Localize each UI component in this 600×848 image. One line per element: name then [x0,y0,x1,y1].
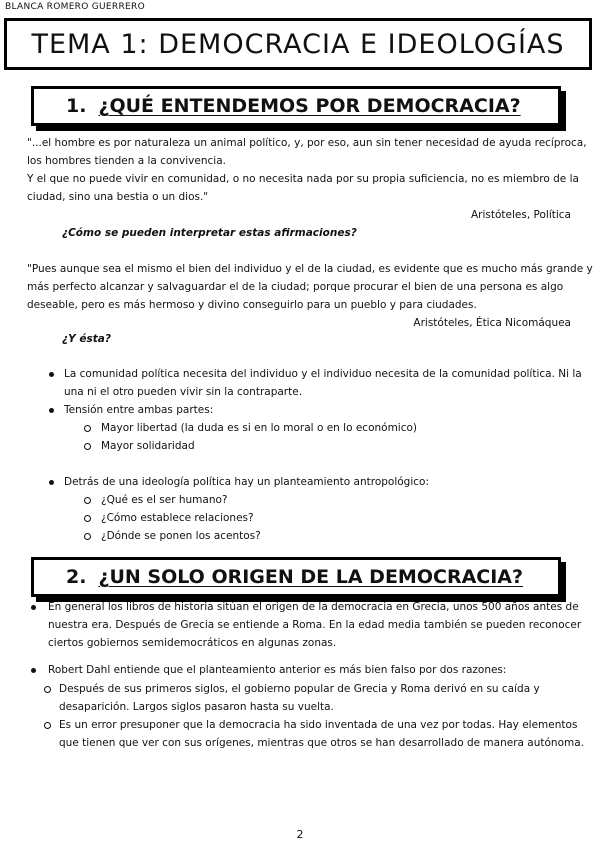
sub-bullet-ring [44,686,51,693]
quote-1-line-1: "...el hombre es por naturaleza un animal político, y, por eso, aun sin tener necesidad de ayuda recíproca, [27,137,587,149]
quote-1-line-2: los hombres tienden a la convivencia. [27,155,226,167]
s2-bullet-1-line-2: nuestra era. Después de Grecia se entiende a Roma. En la edad media también se pueden reconocer [48,619,582,631]
s1-bullet-3: Detrás de una ideología política hay un planteamiento antropológico: [64,476,430,488]
s1-bullet-2: Tensión entre ambas partes: [64,404,214,416]
section-2-title: ¿UN SOLO ORIGEN DE LA DEMOCRACIA? [98,566,524,588]
s2-bullet-1-line-1: En general los libros de historia sitúan el origen de la democracia en Grecia, unos 500 años antes de [48,601,579,613]
s2-sub-1-line-2: desaparición. Largos siglos pasaron hasta su vuelta. [59,701,334,713]
quote-2-line-3: deseable, pero es más hermoso y divino conseguirlo para un pueblo y para ciudades. [27,299,477,311]
s1-bullet-3-sub-1: ¿Qué es el ser humano? [101,494,228,506]
question-2: ¿Y ésta? [62,333,111,345]
sub-bullet-ring [84,533,91,540]
section-1-title: ¿QUÉ ENTENDEMOS POR DEMOCRACIA? [98,95,521,117]
sub-bullet-ring [84,497,91,504]
quote-1-source: Aristóteles, Política [471,209,571,221]
s1-bullet-3-sub-3: ¿Dónde se ponen los acentos? [101,530,261,542]
bullet-dot [31,668,36,673]
bullet-dot [31,605,36,610]
document-title [4,18,592,70]
s1-bullet-3-sub-2: ¿Cómo establece relaciones? [101,512,254,524]
section-2-heading [31,557,561,597]
s2-bullet-1-line-3: ciertos gobiernos semidemocráticos en algunas zonas. [48,637,337,649]
sub-bullet-ring [84,515,91,522]
bullet-dot [49,480,54,485]
s1-bullet-2-sub-2: Mayor solidaridad [101,440,195,452]
sub-bullet-ring [84,443,91,450]
quote-1-line-3: Y el que no puede vivir en comunidad, o no necesita nada por su propia suficiencia, no es miembro de la [27,173,579,185]
section-2-number: 2. [66,566,87,588]
s2-sub-1-line-1: Después de sus primeros siglos, el gobierno popular de Grecia y Roma derivó en su caída y [59,683,540,695]
quote-2-line-2: más perfecto alcanzar y salvaguardar el de la ciudad; porque procurar el bien de una persona es algo [27,281,564,293]
bullet-dot [49,372,54,377]
s2-sub-2-line-1: Es un error presuponer que la democracia ha sido inventada de una vez por todas. Hay elementos [59,719,578,731]
s2-sub-2-line-2: que tienen que ver con sus orígenes, mientras que otros se han desarrollado de manera autónoma. [59,737,584,749]
quote-2-line-1: "Pues aunque sea el mismo el bien del individuo y el de la ciudad, es evidente que es mucho más grande y [27,263,593,275]
sub-bullet-ring [84,425,91,432]
section-1-number: 1. [66,95,87,117]
quote-1-line-4: ciudad, sino una bestia o un dios." [27,191,209,203]
title-text: TEMA 1: DEMOCRACIA E IDEOLOGÍAS [31,28,565,60]
s1-bullet-1-line-1: La comunidad política necesita del individuo y el individuo necesita de la comunidad política. Ni la [64,368,582,380]
question-1: ¿Cómo se pueden interpretar estas afirmaciones? [62,227,357,239]
s1-bullet-1-line-2: una ni el otro pueden vivir sin la contraparte. [64,386,303,398]
author-name: BLANCA ROMERO GUERRERO [5,2,145,12]
section-1-heading [31,86,561,126]
quote-2-source: Aristóteles, Ética Nicomáquea [413,317,571,329]
bullet-dot [49,408,54,413]
page-number: 2 [296,828,304,841]
s1-bullet-2-sub-1: Mayor libertad (la duda es si en lo moral o en lo económico) [101,422,418,434]
s2-bullet-2: Robert Dahl entiende que el planteamiento anterior es más bien falso por dos razones: [48,664,507,676]
sub-bullet-ring [44,722,51,729]
